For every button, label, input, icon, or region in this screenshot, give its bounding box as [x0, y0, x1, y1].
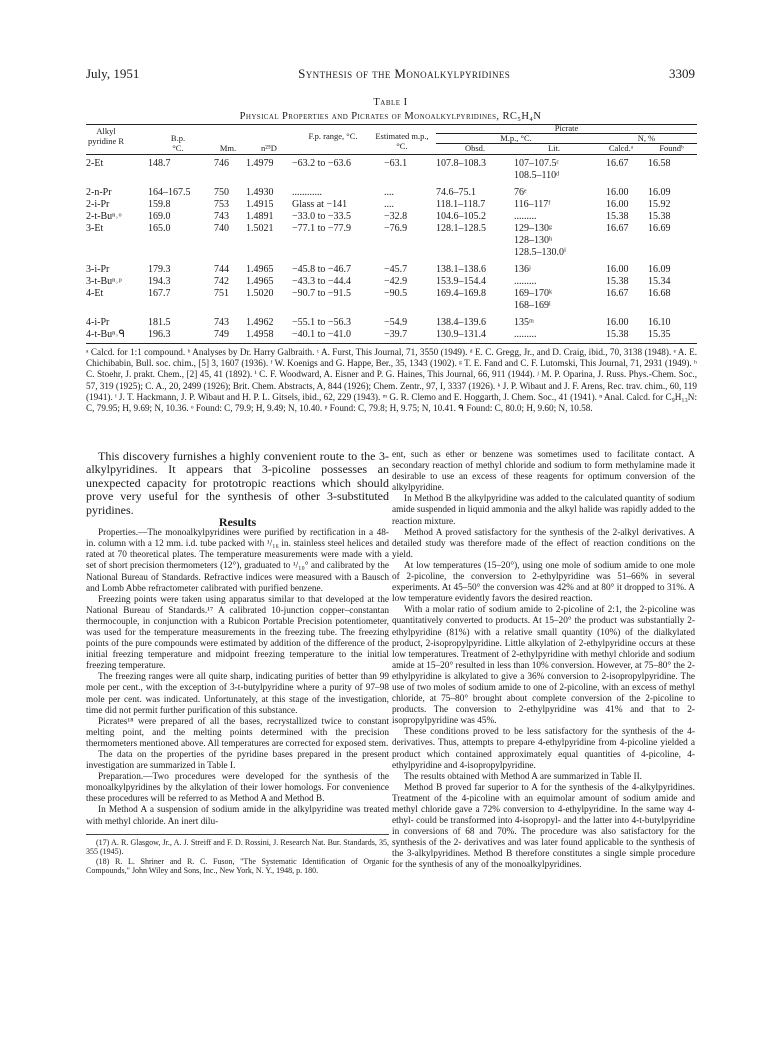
- header-nd: n²⁵D: [261, 143, 277, 153]
- cell-obsd: 104.6–105.2: [436, 211, 486, 222]
- header-found: Foundᵇ: [659, 143, 684, 153]
- left-column: [86, 450, 389, 876]
- cell-mm: 744: [214, 264, 229, 275]
- cell-nd: 1.4965: [246, 264, 274, 275]
- cell-nd: 1.4962: [246, 317, 274, 328]
- cell-est: −63.1: [384, 158, 408, 169]
- header-obsd: Obsd.: [464, 143, 486, 153]
- cell-found: 16.68: [648, 288, 671, 299]
- references: [86, 834, 389, 876]
- cell-r: 2-i-Pr: [86, 199, 110, 210]
- cell-fp: −45.8 to −46.7: [292, 264, 352, 275]
- cell-fp: −63.2 to −63.6: [292, 158, 352, 169]
- cell-est: −45.7: [384, 264, 408, 275]
- header-mp: M.p., °C.: [500, 133, 532, 143]
- cell-est: −42.9: [384, 276, 408, 287]
- cell-found: 15.38: [648, 211, 671, 222]
- header-title: Synthesis of the Monoalkylpyridines: [298, 66, 511, 81]
- cell-found: 16.09: [648, 187, 671, 198]
- cell-nd: 1.4958: [246, 329, 274, 340]
- header-picrate: Picrate: [554, 123, 579, 133]
- cell-mm: 753: [214, 199, 229, 210]
- cell-found: 16.69: [648, 223, 671, 234]
- right-column: [392, 450, 695, 872]
- paragraph: These conditions proved to be less satisfactory for the synthesis of the 4-derivatives. Thus, attempts to prepare 4-ethylpyridine from 4-picoline yielded a product which contained approximately equal quantities of 4-picoline, 4-ethylpyridine and 4-isopropylpyridine.: [392, 727, 695, 771]
- paragraph: The results obtained with Method A are summarized in Table II.: [404, 771, 642, 782]
- cell-calcd: 16.00: [606, 317, 629, 328]
- header-bottom-rule: [86, 154, 697, 155]
- paragraph: Picrates¹⁸ were prepared of all the bases, recrystallized twice to constant melting point, and the melting points determined with the precision thermometers mentioned above. All temperatures are corrected for exposed stem.: [86, 716, 389, 749]
- cell-est: −90.5: [384, 288, 408, 299]
- cell-lit: .........: [514, 211, 537, 222]
- cell-mm: 746: [214, 158, 229, 169]
- paragraph: With a molar ratio of sodium amide to 2-picoline of 2:1, the 2-picoline was quantitatively converted to products. At 15–20° the product was substantially 2-ethylpyridine (81%) with a relative small quantity (10%) of the dialkylated product, 2-isopropylpyridine. Little alkylation of 2-ethylpyridine occurs at these low temperatures. Treatment of 2-ethylpyridine with methyl chloride and sodium amide at 15–20° resulted in less than 10% conversion. However, at 75–80° the 2-ethylpyridine is alkylated to give a 36% conversion to 2-isopropylpyridine. The use of two moles of sodium amide to one of 2-picoline, with an excess of methyl chloride, at 75–80° brought about complete conversion of the 2-picoline to products. The conversion to 2-ethylpyridine was 41% and that to 2-isopropylpyridine was 45%.: [392, 605, 695, 727]
- header-fp: F.p. range, °C.: [308, 131, 358, 141]
- header-date: July, 1951: [86, 66, 140, 81]
- cell-fp: −55.1 to −56.3: [292, 317, 352, 328]
- header-est: Estimated m.p., °C.: [375, 131, 429, 151]
- reference-18: (18) R. L. Shriner and R. C. Fuson, "The Systematic Identification of Organic Compounds," John Wiley and Sons, Inc., New York, N. Y., 1948, p. 180.: [86, 856, 389, 876]
- cell-lit: 128.5–130.0ⁱ: [514, 247, 567, 258]
- cell-calcd: 16.00: [606, 264, 629, 275]
- cell-r: 2-t-Buⁿ˒ᵒ: [86, 211, 122, 222]
- cell-bp: 196.3: [148, 329, 171, 340]
- cell-obsd: 118.1–118.7: [436, 199, 486, 210]
- header-bp-unit: °C.: [172, 143, 184, 153]
- cell-lit: 76ᵉ: [514, 187, 527, 198]
- cell-est: ....: [384, 187, 394, 198]
- table-row: [86, 317, 697, 329]
- header-lit: Lit.: [547, 143, 561, 153]
- cell-est: −39.7: [384, 329, 408, 340]
- cell-found: 15.35: [648, 329, 671, 340]
- cell-mm: 743: [214, 211, 229, 222]
- cell-obsd: 138.1–138.6: [436, 264, 486, 275]
- cell-obsd: 74.6–75.1: [436, 187, 476, 198]
- cell-bp: 194.3: [148, 276, 171, 287]
- cell-lit: .........: [514, 276, 537, 287]
- table-row: [86, 223, 697, 235]
- cell-calcd: 16.67: [606, 223, 629, 234]
- cell-r: 2-Et: [86, 158, 104, 169]
- header-calcd: Calcd.ᵃ: [608, 143, 634, 153]
- paragraph: The freezing ranges were all quite sharp, indicating purities of better than 99 mole per cent., with the exception of 3-t-butylpyridine where a purity of 97–98 mole per cent. was indicated. Unfortunately, at this stage of the investigation, time did not permit further purification of this substance.: [86, 672, 389, 716]
- cell-nd: 1.4891: [246, 211, 274, 222]
- cell-est: ....: [384, 199, 394, 210]
- cell-found: 15.92: [648, 199, 671, 210]
- cell-mm: 743: [214, 317, 229, 328]
- table-caption: Physical Properties and Picrates of Monoalkylpyridines, RC₅H₄N: [239, 111, 542, 122]
- cell-found: 16.09: [648, 264, 671, 275]
- cell-calcd: 15.38: [606, 211, 629, 222]
- cell-nd: 1.4965: [246, 276, 274, 287]
- header-alkyl: Alkyl pyridine R: [87, 126, 125, 146]
- paragraph: Freezing points were taken using apparatus similar to that developed at the National Bureau of Standards.¹⁷ A calibrated 10-junction copper–constantan thermocouple, in conjunction with a Rubicon Portable Precision potentiometer, was used for the temperature measurements in the freezing tube. The freezing points of the pure compounds were estimated by addition of the difference of the initial freezing temperature and midpoint freezing temperature to the initial freezing temperature.: [86, 594, 389, 672]
- table-footnotes: ᵃ Calcd. for 1:1 compound. ᵇ Analyses by Dr. Harry Galbraith. ᶜ A. Furst, This Journal, 71, 3550 (1949). ᵈ E. C. Gregg, Jr., and D. Craig, ibid., 70, 3138 (1948). ᵉ A. E. Chichibabin, Bull. soc. chim., [5] 3, 1607 (1936). ᶠ W. Koenigs and G. Happe, Ber., 35, 1343 (1902). ᵍ T. E. Fand and C. F. Lutomski, This Journal, 71, 2931 (1949). ʰ C. Stoehr, J. prakt. Chem., [2] 45, 41 (1892). ⁱ C. F. Woodward, A. Eisner and P. G. Haines, This Journal, 66, 911 (1944). ʲ M. P. Oparina, J. Russ. Phys.-Chem. Soc., 57, 319 (1925); C. A., 20, 2499 (1926); Brit. Chem. Abstracts, A, 844 (1926); Chem. Zentr., 97, I, 3337 (1926). ᵏ J. P. Wibaut and J. F. Arens, Rec. trav. chim., 60, 119 (1941). ˡ J. T. Hackmann, J. P. Wibaut and H. P. L. Gitsels, ibid., 62, 229 (1943). ᵐ G. R. Clemo and E. Hoggarth, J. Chem. Soc., 41 (1941). ⁿ Anal. Calcd. for C₉H₁₃N: C, 79.95; H, 9.69; N, 10.36. ᵒ Found: C, 79.9; H, 9.49; N, 10.40. ᵖ Found: C, 79.8; H, 9.75; N, 10.41. ᑫ Found: C, 80.0; H, 9.60; N, 10.58.: [86, 347, 697, 414]
- cell-calcd: 15.38: [606, 329, 629, 340]
- cell-r: 3-t-Buⁿ˒ᵖ: [86, 276, 122, 287]
- cell-fp: −33.0 to −33.5: [292, 211, 352, 222]
- cell-mm: 751: [214, 288, 229, 299]
- table-row: [86, 211, 697, 223]
- cell-found: 16.10: [648, 317, 671, 328]
- cell-calcd: 15.38: [606, 276, 629, 287]
- cell-lit: 169–170ᵏ: [514, 288, 553, 299]
- table-row: [86, 288, 697, 300]
- cell-lit: 129–130ᵍ: [514, 223, 553, 234]
- cell-mm: 749: [214, 329, 229, 340]
- cell-calcd: 16.00: [606, 187, 629, 198]
- table-row: [86, 329, 697, 341]
- cell-bp: 164–167.5: [148, 187, 191, 198]
- cell-r: 2-n-Pr: [86, 187, 112, 198]
- cell-lit: 116–117ᶠ: [514, 199, 551, 210]
- cell-mm: 740: [214, 223, 229, 234]
- cell-mm: 750: [214, 187, 229, 198]
- cell-found: 15.34: [648, 276, 671, 287]
- table-bottom-rule: [86, 343, 697, 344]
- cell-bp: 165.0: [148, 223, 171, 234]
- cell-found: 16.58: [648, 158, 671, 169]
- cell-r: 4-t-Buⁿ˒ᑫ: [86, 329, 125, 340]
- cell-est: −54.9: [384, 317, 408, 328]
- cell-obsd: 130.9–131.4: [436, 329, 486, 340]
- cell-obsd: 138.4–139.6: [436, 317, 486, 328]
- cell-obsd: 107.8–108.3: [436, 158, 486, 169]
- running-header: [86, 66, 695, 84]
- header-mm: Mm.: [219, 143, 237, 153]
- paragraph: Preparation.—Two procedures were developed for the synthesis of the monoalkylpyridines by the alkylation of their lower homologs. For convenience these procedures will be referred to as Method A and Method B.: [86, 772, 389, 805]
- header-n: N, %: [637, 133, 656, 143]
- cell-calcd: 16.00: [606, 199, 629, 210]
- cell-r: 3-i-Pr: [86, 264, 110, 275]
- cell-r: 3-Et: [86, 223, 104, 234]
- table-row: [86, 158, 697, 170]
- cell-fp: −77.1 to −77.9: [292, 223, 352, 234]
- table-row: [86, 276, 697, 288]
- table-row: [86, 247, 697, 259]
- paragraph: At low temperatures (15–20°), using one mole of sodium amide to one mole of 2-picoline, the conversion to 2-ethylpyridine was 51–66% in several experiments. At 45–50° the conversion was 42% and at 80° it dropped to 31%. A low temperature evidently favors the desired reaction.: [392, 560, 695, 605]
- paragraph: ent, such as ether or benzene was sometimes used to facilitate contact. A secondary reaction of methyl chloride and sodium to form methylamine made it desirable to use an excess of these reagents for optimum conversion of the alkylpyridine.: [392, 450, 695, 494]
- cell-lit: 107–107.5ᶜ: [514, 158, 560, 169]
- reference-17: (17) A. R. Glasgow, Jr., A. J. Streiff and F. D. Rossini, J. Research Nat. Bur. Standards, 35, 355 (1945).: [86, 837, 389, 857]
- cell-obsd: 128.1–128.5: [436, 223, 486, 234]
- cell-lit: .........: [514, 329, 537, 340]
- cell-bp: 179.3: [148, 264, 171, 275]
- cell-obsd: 153.9–154.4: [436, 276, 486, 287]
- cell-lit: 168–169ˡ: [514, 300, 551, 311]
- cell-lit: 135ᵐ: [514, 317, 534, 328]
- header-bp: B.p.: [170, 133, 186, 143]
- cell-nd: 1.4930: [246, 187, 274, 198]
- table-row: [86, 235, 697, 247]
- cell-fp: ............: [292, 187, 322, 198]
- paragraph: Method A proved satisfactory for the synthesis of the 2-alkyl derivatives. A detailed study was therefore made of the effect of reaction conditions on the yield.: [392, 527, 695, 560]
- table-title: Table I: [373, 97, 408, 108]
- cell-r: 4-i-Pr: [86, 317, 110, 328]
- results-heading: Results: [218, 515, 257, 530]
- cell-bp: 167.7: [148, 288, 171, 299]
- table-row: [86, 300, 697, 312]
- page-number: 3309: [669, 66, 695, 81]
- table-row: [86, 170, 697, 182]
- cell-fp: −43.3 to −44.4: [292, 276, 352, 287]
- cell-calcd: 16.67: [606, 158, 629, 169]
- cell-est: −32.8: [384, 211, 408, 222]
- cell-mm: 742: [214, 276, 229, 287]
- paragraph: Method B proved far superior to A for the synthesis of the 4-alkylpyridines. Treatment of the 4-picoline with an equimolar amount of sodium amide and methyl chloride gave a 72% conversion to 4-ethylpyridine. In the same way 4-ethyl- could be transformed into 4-isopropyl- and the latter into 4-t-butylpyridine in conversions of 68 and 70%. The procedure was also satisfactory for the synthesis of the 2- derivatives and was later found applicable to the synthesis of the 3-alkylpyridines. Method B therefore constitutes a single simple procedure for the synthesis of any of the monoalkylpyridines.: [392, 782, 695, 871]
- cell-fp: −90.7 to −91.5: [292, 288, 352, 299]
- cell-nd: 1.5020: [246, 288, 274, 299]
- cell-bp: 159.8: [148, 199, 171, 210]
- table-row: [86, 264, 697, 276]
- cell-fp: −40.1 to −41.0: [292, 329, 352, 340]
- cell-nd: 1.5021: [246, 223, 274, 234]
- paragraph: In Method B the alkylpyridine was added to the calculated quantity of sodium amide suspended in liquid ammonia and the alkyl halide was rapidly added to the reaction mixture.: [392, 494, 695, 527]
- paragraph: The data on the properties of the pyridine bases prepared in the present investigation are summarized in Table I.: [86, 750, 389, 772]
- cell-nd: 1.4979: [246, 158, 274, 169]
- cell-r: 4-Et: [86, 288, 104, 299]
- cell-lit: 128–130ʰ: [514, 235, 553, 246]
- cell-bp: 169.0: [148, 211, 171, 222]
- intro-paragraph: This discovery furnishes a highly convenient route to the 3-alkylpyridines. It appears that 3-picoline possesses an unexpected capacity for prototropic reactions which should prove very useful for the synthesis of other 3-substituted pyridines.: [86, 449, 389, 517]
- cell-nd: 1.4915: [246, 199, 274, 210]
- cell-est: −76.9: [384, 223, 408, 234]
- paragraph: In Method A a suspension of sodium amide in the alkylpyridine was treated with methyl chloride. An inert dilu-: [86, 805, 389, 827]
- cell-obsd: 169.4–169.8: [436, 288, 486, 299]
- table-row: [86, 199, 697, 211]
- table-row: [86, 187, 697, 199]
- cell-lit: 136ʲ: [514, 264, 531, 275]
- paragraph: Properties.—The monoalkylpyridines were purified by rectification in a 48-in. column with a 12 mm. i.d. tube packed with ¹/₁₆ in. stainless steel helices and rated at 70 theoretical plates. The temperature measurements were made with a set of short precision thermometers (12°), graduated to ¹/₁₀° and calibrated by the National Bureau of Standards. Refractive indices were measured with a Bausch and Lomb Abbe refractometer calibrated with purified benzene.: [86, 528, 389, 594]
- cell-bp: 148.7: [148, 158, 171, 169]
- cell-lit: 108.5–110ᵈ: [514, 170, 560, 181]
- cell-bp: 181.5: [148, 317, 171, 328]
- cell-fp: Glass at −141: [292, 199, 348, 210]
- cell-calcd: 16.67: [606, 288, 629, 299]
